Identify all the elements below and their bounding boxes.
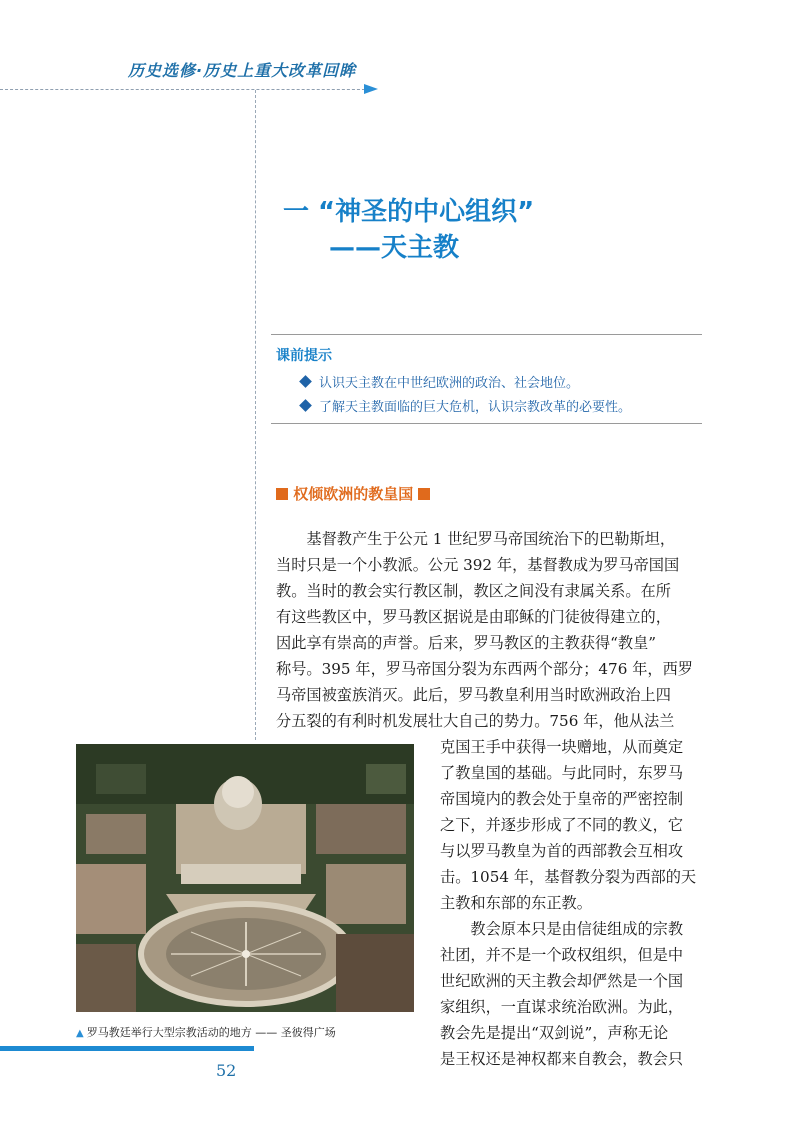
diamond-bullet-icon xyxy=(299,399,312,412)
lesson-title xyxy=(283,194,534,266)
square-bullet-icon xyxy=(276,488,288,500)
preview-box xyxy=(271,334,702,424)
paragraph-1: 基督教产生于公元 1 世纪罗马帝国统治下的巴勒斯坦， 当时只是一个小教派。公元 392 年，基督教成为罗马帝国国 教。当时的教会实行教区制，教区之间没有隶属关系。在所 有这些教区中，罗马教区据说是由耶稣的门徒彼得建立的， 因此享有崇高的声誉。后来，罗马教区的主教获得“教皇” 称号。395 年，罗马帝国分裂为东西两个部分；476 年，西罗 马帝国被蛮族消灭。此后，罗马教皇利用当时欧洲政治上四 分五裂的有利时机发展壮大自己的势力。756 年，他从法兰 xyxy=(276,530,693,730)
diamond-bullet-icon xyxy=(299,375,312,388)
lesson-title-line1: 一 “神圣的中心组织” xyxy=(283,197,535,227)
square-bullet-icon xyxy=(418,488,430,500)
header-arrow-icon xyxy=(364,84,378,94)
section-heading: 权倾欧洲的教皇国 xyxy=(276,483,430,504)
paragraph-2: 克国王手中获得一块赠地，从而奠定 了教皇国的基础。与此同时，东罗马 帝国境内的教会处于皇帝的严密控制 之下，并逐步形成了不同的教义，它 与以罗马教皇为首的西部教会互相攻 击。1054 年，基督教分裂为西部的天 主教和东部的东正教。 教会原本只是由信徒组成的宗教 社团，并不是一个政权组织，但是中 世纪欧洲的天主教会却俨然是一个国 家组织，一直谋求统治欧洲。为此， 教会先是提出“双剑说”，声称无论 是王权还是神权都来自教会，教会只 xyxy=(440,738,697,1068)
triangle-marker-icon: ▲ xyxy=(76,1028,84,1039)
header-divider xyxy=(0,89,370,90)
preview-heading: 课前提示 xyxy=(276,348,332,364)
footer-bar xyxy=(0,1046,254,1051)
st-peters-square-photo xyxy=(76,744,414,1012)
lesson-title-line2: ——天主教 xyxy=(329,233,460,263)
running-header: 历史选修·历史上重大改革回眸 xyxy=(128,61,357,80)
page-number: 52 xyxy=(216,1061,237,1080)
photo-caption: ▲ 罗马教廷举行大型宗教活动的地方 —— 圣彼得广场 xyxy=(76,1026,336,1039)
margin-divider xyxy=(255,90,256,740)
aerial-photo-illustration xyxy=(76,744,414,1012)
tip-item: 了解天主教面临的巨大危机，认识宗教改革的必要性。 xyxy=(301,396,631,415)
tip-item: 认识天主教在中世纪欧洲的政治、社会地位。 xyxy=(301,372,579,391)
